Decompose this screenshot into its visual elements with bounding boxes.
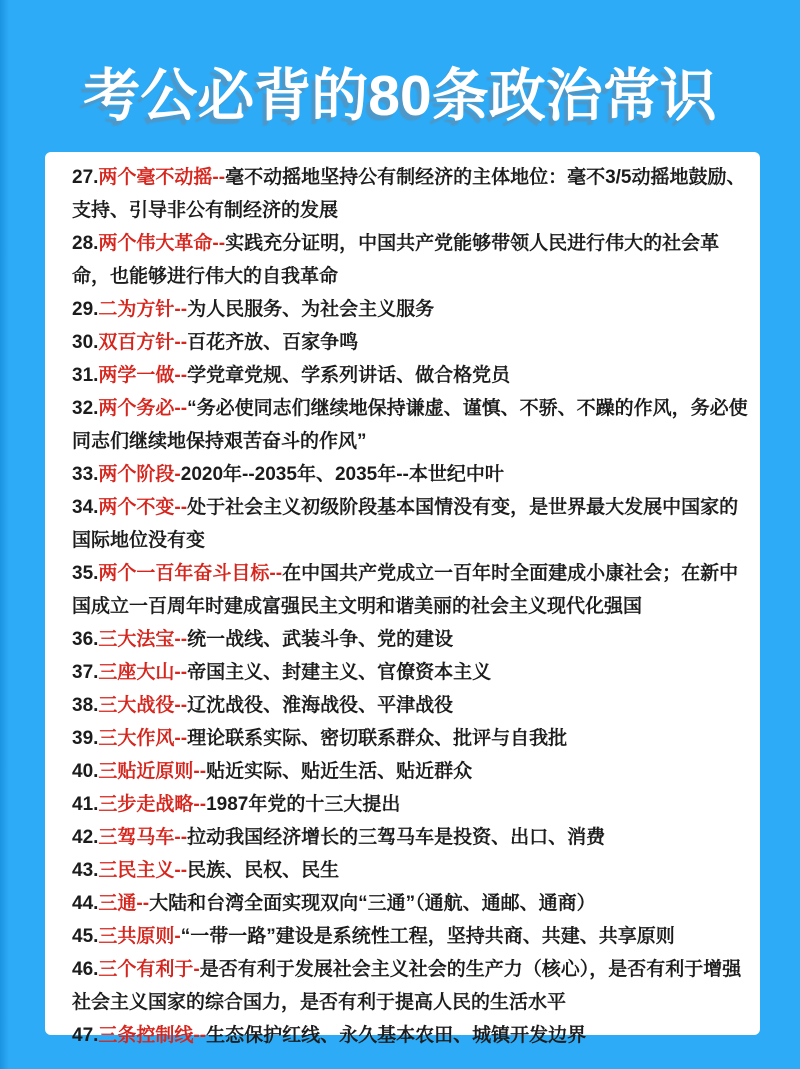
item-description: 1987年党的十三大提出: [206, 794, 401, 815]
list-item: [72, 887, 752, 920]
item-number: 37.: [72, 662, 99, 683]
item-term: 两个阶段-: [98, 464, 181, 485]
item-term: 三步走战略--: [98, 794, 207, 815]
list-item: [72, 623, 752, 656]
item-description: 民族、民权、民生: [187, 860, 340, 881]
content-card: [45, 152, 760, 1046]
list-item: [72, 722, 752, 755]
list-item: [72, 161, 752, 227]
item-description: 毫不动摇地坚持公有制经济的主体地位：毫不3/5动摇地鼓励、支持、引导非公有制经济的发展: [72, 167, 746, 221]
item-number: 29.: [72, 299, 99, 320]
list-item: [72, 227, 752, 293]
item-number: 32.: [72, 398, 99, 419]
item-description: 百花齐放、百家争鸣: [187, 332, 359, 353]
item-number: 39.: [72, 728, 99, 749]
item-term: 三个有利于-: [98, 959, 200, 980]
page-title: 考公必背的80条政治常识: [83, 64, 717, 128]
list-item: [72, 458, 752, 491]
item-term: 两学一做--: [98, 365, 188, 386]
item-term: 两个不变--: [98, 497, 188, 518]
item-description: 在中国共产党成立一百年时全面建成小康社会；在新中国成立一百周年时建成富强民主文明和谐美丽的社会主义现代化强国: [72, 563, 739, 617]
item-description: “务必使同志们继续地保持谦虚、谨慎、不骄、不躁的作风，务必使同志们继续地保持艰苦奋斗的作风”: [72, 398, 748, 452]
item-number: 41.: [72, 794, 99, 815]
item-term: 三座大山--: [98, 662, 188, 683]
item-number: 34.: [72, 497, 99, 518]
list-item: [72, 656, 752, 689]
list-item: [72, 326, 752, 359]
item-description: 是否有利于发展社会主义社会的生产力（核心），是否有利于增强社会主义国家的综合国力，是否有利于提高人民的生活水平: [72, 959, 742, 1013]
item-term: 二为方针--: [98, 299, 188, 320]
item-description: 辽沈战役、淮海战役、平津战役: [187, 695, 454, 716]
item-description: 帝国主义、封建主义、官僚资本主义: [187, 662, 492, 683]
list-item: [72, 689, 752, 722]
item-number: 28.: [72, 233, 99, 254]
item-description: 大陆和台湾全面实现双向“三通”（通航、通邮、通商）: [149, 893, 596, 914]
item-description: 2020年--2035年、2035年--本世纪中叶: [180, 464, 504, 485]
list-item: [72, 1019, 752, 1052]
item-number: 36.: [72, 629, 99, 650]
item-number: 38.: [72, 695, 99, 716]
list-item: [72, 392, 752, 458]
item-description: “一带一路”建设是系统性工程，坚持共商、共建、共享原则: [180, 926, 675, 947]
item-term: 两个伟大革命--: [98, 233, 226, 254]
item-number: 35.: [72, 563, 99, 584]
item-number: 45.: [72, 926, 99, 947]
item-description: 处于社会主义初级阶段基本国情没有变，是世界最大发展中国家的国际地位没有变: [72, 497, 739, 551]
item-number: 44.: [72, 893, 99, 914]
item-description: 为人民服务、为社会主义服务: [187, 299, 435, 320]
item-number: 42.: [72, 827, 99, 848]
item-description: 实践充分证明，中国共产党能够带领人民进行伟大的社会革命，也能够进行伟大的自我革命: [72, 233, 720, 287]
item-term: 三大法宝--: [98, 629, 188, 650]
item-term: 三民主义--: [98, 860, 188, 881]
item-number: 47.: [72, 1025, 99, 1046]
item-description: 学党章党规、学系列讲话、做合格党员: [187, 365, 511, 386]
list-item: [72, 293, 752, 326]
item-description: 贴近实际、贴近生活、贴近群众: [206, 761, 473, 782]
item-description: 统一战线、武装斗争、党的建设: [187, 629, 454, 650]
item-term: 三通--: [98, 893, 150, 914]
knowledge-list: [45, 152, 760, 1052]
item-description: 理论联系实际、密切联系群众、批评与自我批: [187, 728, 568, 749]
item-term: 三大作风--: [98, 728, 188, 749]
list-item: [72, 854, 752, 887]
list-item: [72, 788, 752, 821]
list-item: [72, 359, 752, 392]
list-item: [72, 821, 752, 854]
item-term: 三驾马车--: [98, 827, 188, 848]
item-number: 43.: [72, 860, 99, 881]
item-description: 拉动我国经济增长的三驾马车是投资、出口、消费: [187, 827, 606, 848]
item-term: 三大战役--: [98, 695, 188, 716]
item-number: 40.: [72, 761, 99, 782]
item-term: 两个一百年奋斗目标--: [98, 563, 283, 584]
list-item: [72, 491, 752, 557]
item-number: 31.: [72, 365, 99, 386]
item-term: 三贴近原则--: [98, 761, 207, 782]
list-item: [72, 557, 752, 623]
item-term: 双百方针--: [98, 332, 188, 353]
list-item: [72, 953, 752, 1019]
item-number: 30.: [72, 332, 99, 353]
item-term: 三条控制线--: [98, 1025, 207, 1046]
item-number: 33.: [72, 464, 99, 485]
list-item: [72, 755, 752, 788]
item-term: 两个务必--: [98, 398, 188, 419]
item-number: 27.: [72, 167, 99, 188]
item-term: 三共原则-: [98, 926, 181, 947]
list-item: [72, 920, 752, 953]
item-description: 生态保护红线、永久基本农田、城镇开发边界: [206, 1025, 587, 1046]
item-number: 46.: [72, 959, 99, 980]
item-term: 两个毫不动摇--: [98, 167, 226, 188]
